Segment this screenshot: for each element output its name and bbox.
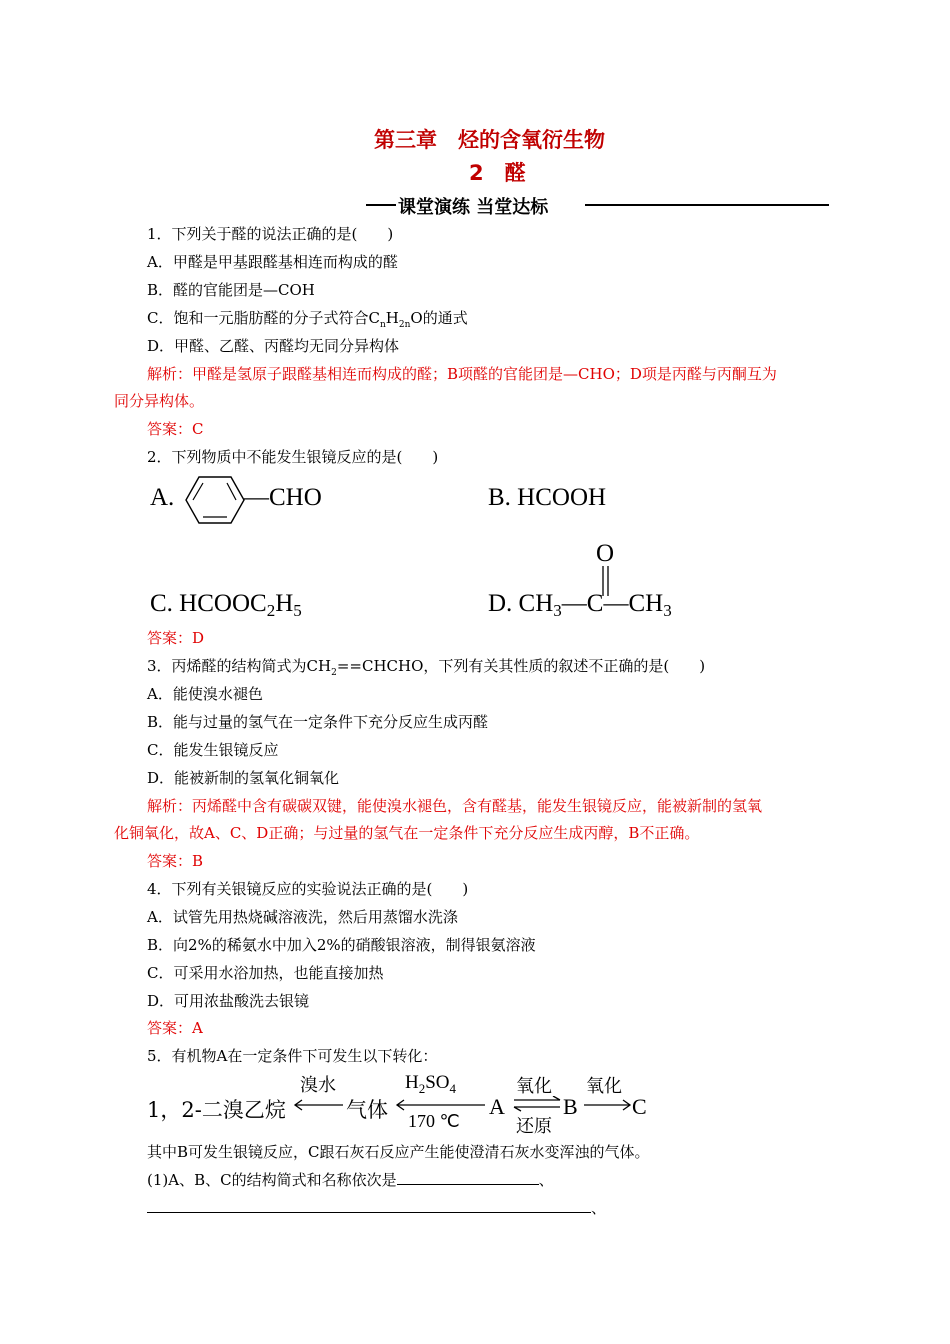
q4-stem: 4．下列有关银镜反应的实验说法正确的是( ): [147, 880, 469, 898]
arrow-right-icon: [582, 1099, 632, 1111]
scheme-gas: 气体: [346, 1098, 388, 1122]
scheme-compound-b: B: [563, 1094, 578, 1119]
q2-option-a-label: A.: [150, 484, 175, 511]
q1-option-b: B．醛的官能团是—COH: [147, 281, 315, 299]
banner-rule-left: [366, 204, 396, 206]
q1-option-c: C．饱和一元脂肪醛的分子式符合$C_nH_{2n}O$的通式: [147, 309, 468, 330]
scheme-reagent-reduction: 还原: [516, 1116, 552, 1137]
section-title: 2 醛: [469, 161, 526, 185]
q1-analysis-line1: 解析：甲醛是氢原子跟醛基相连而构成的醛；B项醛的官能团是—CHO；D项是丙醛与丙酮互为: [147, 365, 777, 383]
q1-answer: 答案：C: [147, 420, 204, 438]
answer-blank[interactable]: [147, 1198, 591, 1213]
q2-stem: 2．下列物质中不能发生银镜反应的是( ): [147, 448, 439, 466]
q3-answer: 答案：B: [147, 852, 204, 870]
q2-option-b: B. HCOOH: [488, 484, 607, 511]
q5-description: 其中B可发生银镜反应，C跟石灰石反应产生能使澄清石灰水变浑浊的气体。: [147, 1143, 650, 1161]
benzene-ring-icon: [184, 474, 246, 526]
q1-option-a: A．甲醛是甲基跟醛基相连而构成的醛: [147, 253, 398, 271]
q3-option-c: C．能发生银镜反应: [147, 741, 279, 759]
q3-stem: 3．丙烯醛的结构简式为$CH_2==CHCHO$，下列有关其性质的叙述不正确的是( ): [147, 657, 706, 678]
q1-option-d: D．甲醛、乙醛、丙醛均无同分异构体: [147, 337, 400, 355]
scheme-reagent-oxidation: 氧化: [516, 1076, 552, 1097]
q1-analysis-line2: 同分异构体。: [114, 392, 205, 410]
banner-rule-right: [585, 204, 829, 206]
q2-option-c: C. $HCOOC_2H_5$: [150, 590, 302, 620]
q4-option-a: A．试管先用热烧碱溶液洗，然后用蒸馏水洗涤: [147, 908, 458, 926]
q4-option-b: B．向2%的稀氨水中加入2%的硝酸银溶液，制得银氨溶液: [147, 936, 536, 954]
q3-option-a: A．能使溴水褪色: [147, 685, 263, 703]
scheme-condition-temperature: 170 ℃: [408, 1111, 460, 1131]
q3-analysis-line2: 化铜氧化，故A、C、D正确；与过量的氢气在一定条件下充分反应生成丙醇，B不正确。: [114, 824, 700, 842]
scheme-reagent-sulfuric-acid: $H_2SO_4$: [405, 1072, 457, 1096]
q2-option-a-group: —CHO: [244, 484, 322, 511]
q2-option-d: D. $CH_3—C—CH_3$: [488, 590, 672, 620]
q4-option-d: D．可用浓盐酸洗去银镜: [147, 992, 310, 1010]
q5-subquestion-1-line2: 、: [147, 1198, 606, 1218]
q2-option-d-oxygen: O: [596, 540, 615, 567]
q3-option-b: B．能与过量的氢气在一定条件下充分反应生成丙醛: [147, 713, 489, 731]
q4-answer: 答案：A: [147, 1019, 203, 1037]
scheme-reagent-oxidation-2: 氧化: [586, 1076, 622, 1097]
scheme-compound-a: A: [489, 1094, 505, 1119]
scheme-compound-c: C: [632, 1094, 647, 1119]
equilibrium-arrows-icon: [512, 1096, 562, 1112]
chapter-title: 第三章 烃的含氧衍生物: [374, 128, 605, 152]
scheme-dibromoethane: 1，2-二溴乙烷: [147, 1098, 286, 1122]
arrow-left-icon: [395, 1099, 487, 1111]
q4-option-c: C．可采用水浴加热，也能直接加热: [147, 964, 384, 982]
answer-blank[interactable]: [397, 1170, 539, 1185]
q5-stem: 5．有机物A在一定条件下可发生以下转化：: [147, 1047, 438, 1065]
q1-stem: 1．下列关于醛的说法正确的是( ): [147, 225, 394, 243]
scheme-reagent-bromine-water: 溴水: [300, 1075, 336, 1096]
arrow-left-icon: [293, 1099, 345, 1111]
q3-option-d: D．能被新制的氢氧化铜氧化: [147, 769, 340, 787]
q3-analysis-line1: 解析：丙烯醛中含有碳碳双键，能使溴水褪色，含有醛基，能发生银镜反应，能被新制的氢氧: [147, 797, 763, 815]
q2-answer: 答案：D: [147, 629, 205, 647]
q5-subquestion-1: (1)A、B、C的结构简式和名称依次是 、: [147, 1171, 554, 1189]
banner: 课堂演练 当堂达标: [398, 197, 549, 218]
